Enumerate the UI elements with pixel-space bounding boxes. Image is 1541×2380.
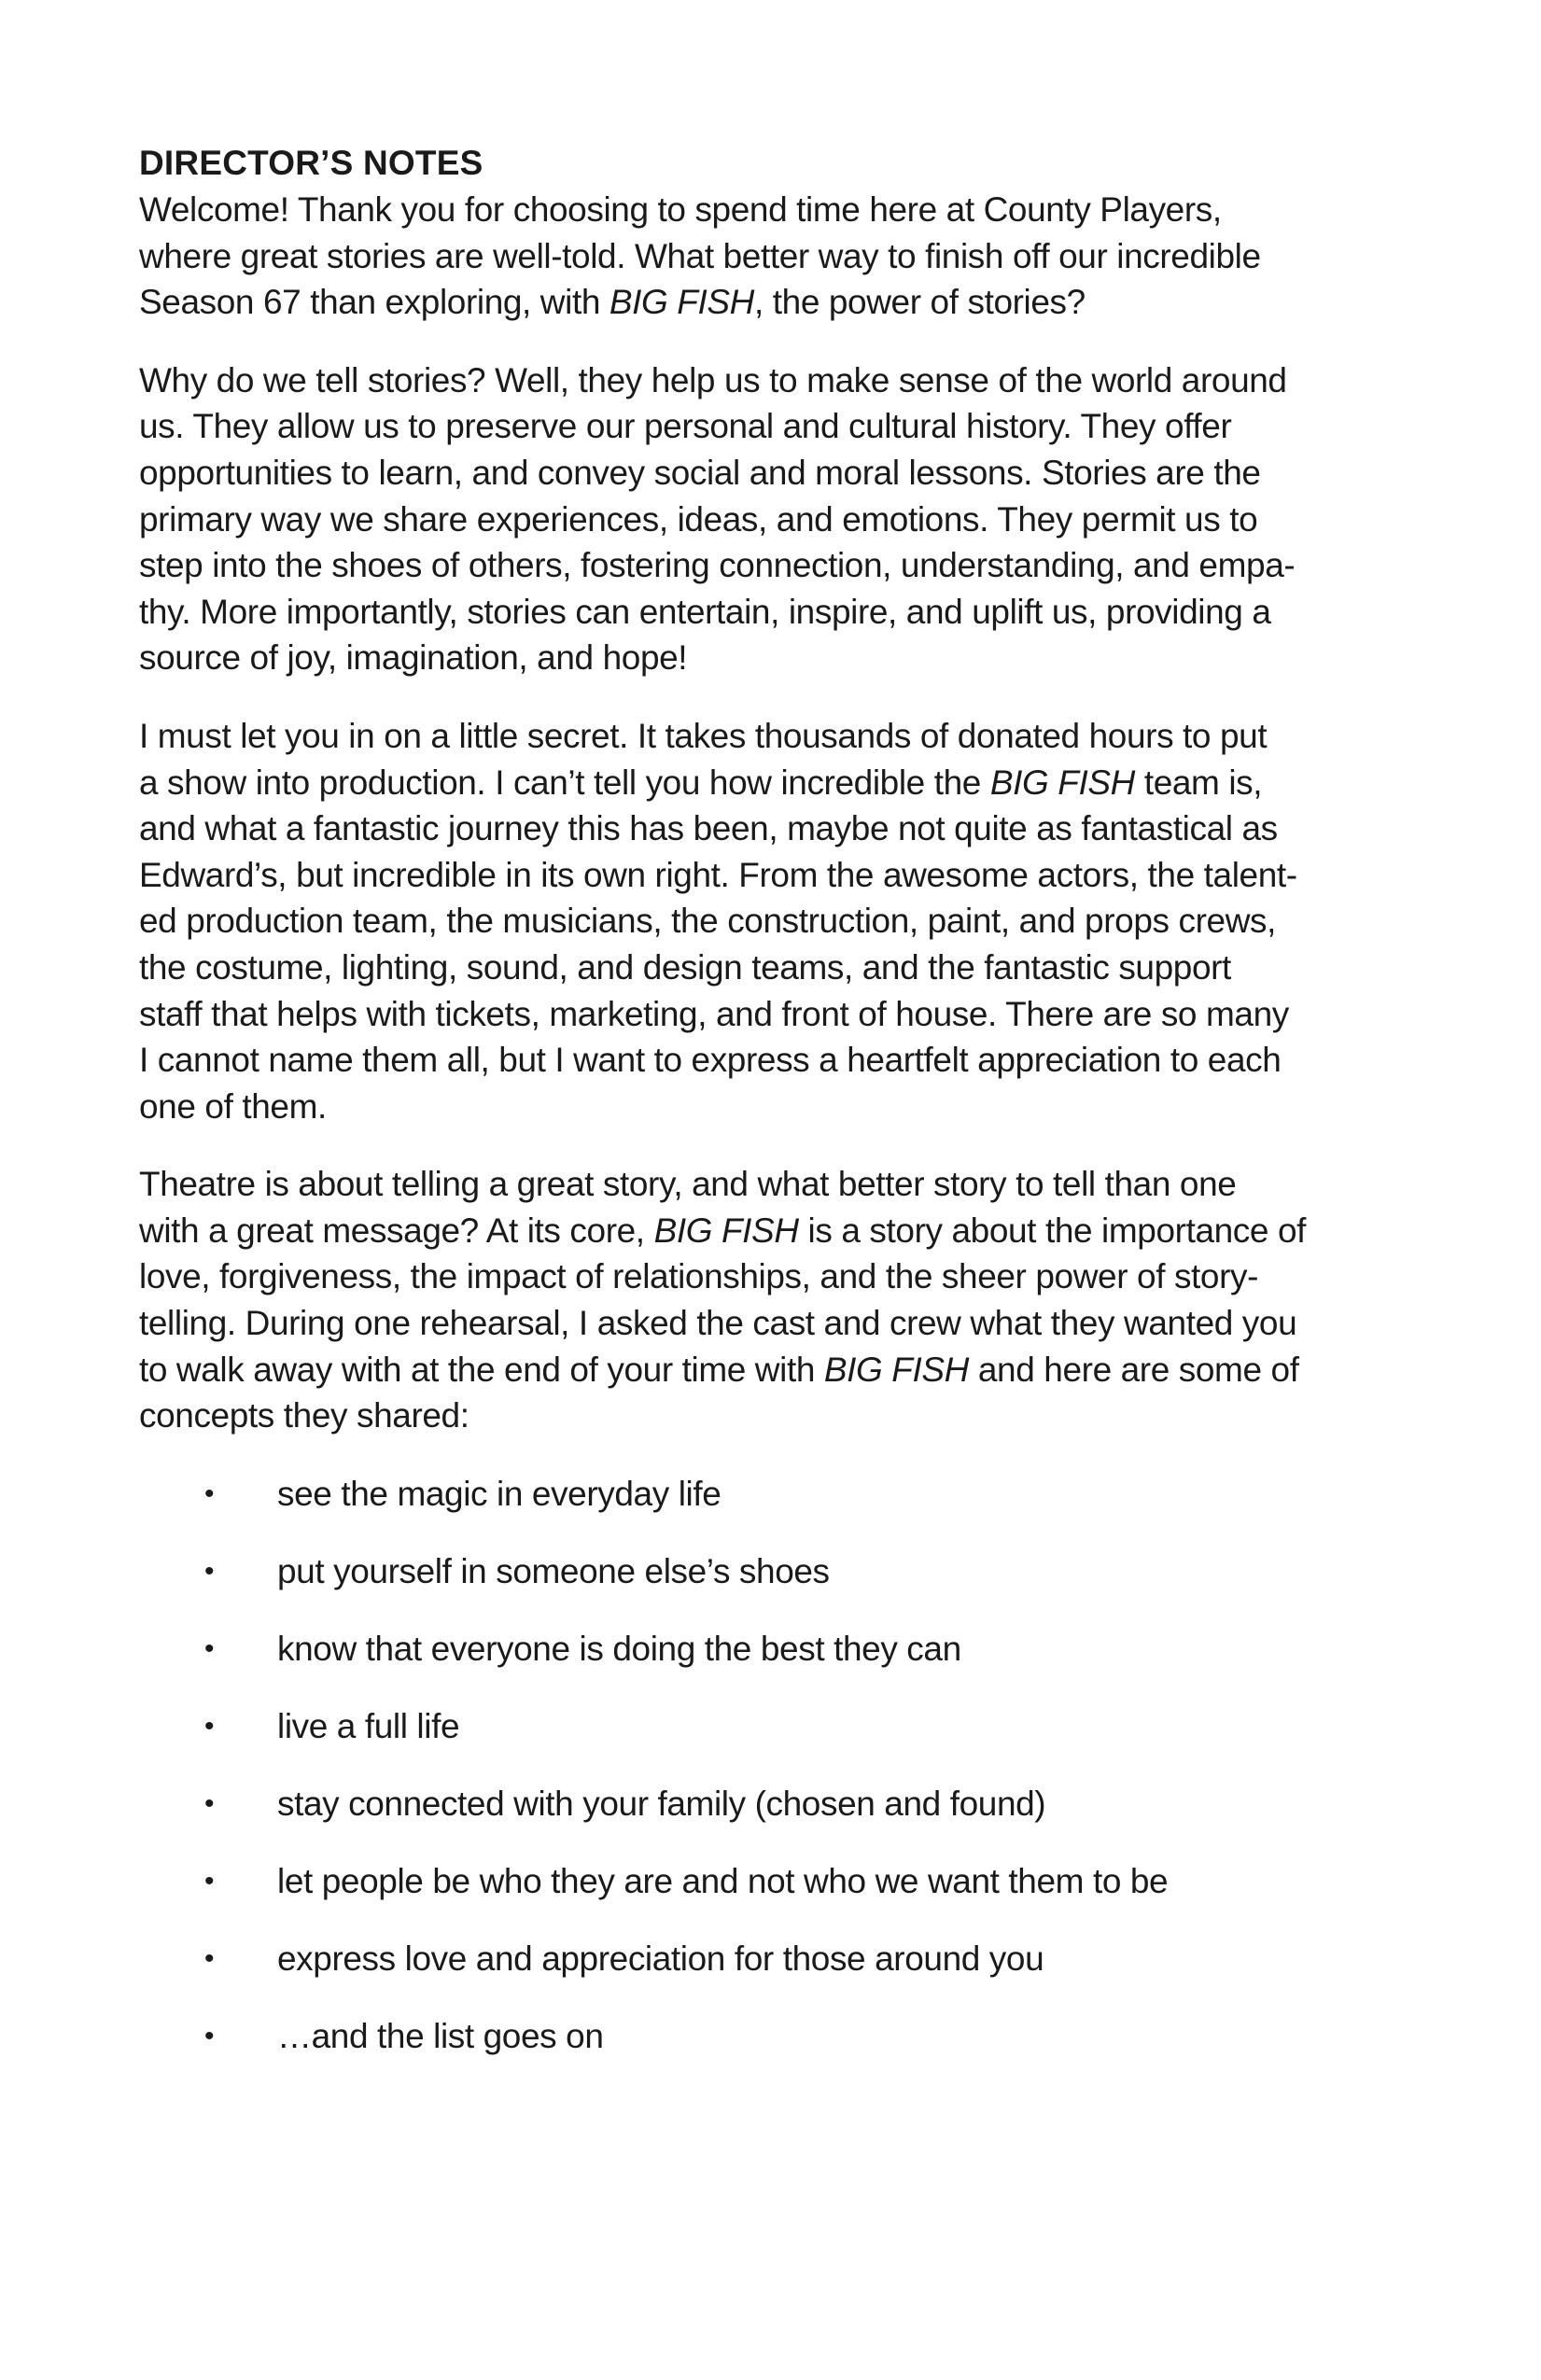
show-title: BIG FISH [989,763,1135,802]
text-line [139,898,1380,945]
paragraph [139,187,1380,326]
list-item [139,1626,1380,1673]
bullet-icon: • [204,1942,215,1974]
text-line [139,945,1380,991]
text-line [139,1208,1380,1254]
text-segment: Welcome! Thank you for choosing to spend time here at County Players, [139,190,1222,229]
list-item-text: know that everyone is doing the best they can [277,1629,961,1668]
text-segment: and here are some of [969,1350,1299,1389]
text-line [139,852,1380,899]
text-line [139,542,1380,589]
text-line [139,357,1380,404]
bullet-icon: • [204,1632,215,1664]
text-line [139,450,1380,497]
bullet-icon: • [204,1555,215,1587]
text-segment: primary way we share experiences, ideas, and emotions. They permit us to [139,499,1258,539]
text-segment: , the power of stories? [754,283,1086,322]
text-line [139,1037,1380,1084]
text-line [139,713,1380,760]
body-paragraphs [139,187,1380,1439]
text-segment: Season 67 than exploring, with [139,283,609,322]
list-item-text: let people be who they are and not who we want them to be [277,1861,1169,1900]
bullet-icon: • [204,2020,215,2051]
text-line [139,805,1380,852]
bullet-icon: • [204,1865,215,1897]
list-item [139,1858,1380,1905]
list-item [139,1936,1380,1982]
list-item-text: put yourself in someone else’s shoes [277,1551,830,1590]
list-item-text: live a full life [277,1706,460,1745]
list-item-text: …and the list goes on [277,2016,604,2055]
text-segment: ed production team, the musicians, the construction, paint, and props crews, [139,902,1276,941]
text-segment: and what a fantastic journey this has been, maybe not quite as fantastical as [139,809,1278,848]
text-segment: step into the shoes of others, fostering connection, understanding, and empa- [139,546,1296,585]
paragraph [139,1161,1380,1439]
text-segment: Why do we tell stories? Well, they help us to make sense of the world around [139,360,1287,399]
text-line [139,1393,1380,1439]
text-segment: telling. During one rehearsal, I asked the cast and crew what they wanted you [139,1304,1297,1343]
text-line [139,1084,1380,1130]
list-item [139,1703,1380,1750]
bullet-icon: • [204,1477,215,1509]
text-segment: a show into production. I can’t tell you how incredible the [139,763,990,802]
text-segment: where great stories are well-told. What better way to finish off our incredible [139,236,1261,275]
text-segment: love, forgiveness, the impact of relationships, and the sheer power of story- [139,1257,1259,1296]
text-segment: staff that helps with tickets, marketing, and front of house. There are so many [139,994,1289,1033]
text-line [139,403,1380,450]
list-item-text: express love and appreciation for those around you [277,1939,1044,1978]
list-item [139,1471,1380,1518]
text-line [139,991,1380,1038]
text-segment: is a story about the importance of [798,1211,1307,1250]
list-item-text: see the magic in everyday life [277,1474,721,1513]
bullet-icon: • [204,1710,215,1742]
directors-notes-page [139,140,1380,2091]
list-item [139,1781,1380,1827]
text-segment: thy. More importantly, stories can entertain, inspire, and uplift us, providing a [139,592,1271,631]
text-line [139,1347,1380,1393]
list-item-text: stay connected with your family (chosen and found) [277,1784,1046,1823]
show-title: BIG FISH [653,1211,799,1250]
show-title: BIG FISH [823,1350,969,1389]
text-segment: opportunities to learn, and convey social and moral lessons. Stories are the [139,453,1261,492]
text-line [139,635,1380,681]
text-line [139,1253,1380,1300]
text-line [139,497,1380,543]
text-segment: the costume, lighting, sound, and design teams, and the fantastic support [139,947,1231,987]
text-line [139,760,1380,806]
text-segment: source of joy, imagination, and hope! [139,638,688,678]
list-item [139,2013,1380,2060]
text-segment: team is, [1134,763,1263,802]
list-item [139,1548,1380,1595]
text-segment: I cannot name them all, but I want to express a heartfelt appreciation to each [139,1041,1282,1080]
show-title: BIG FISH [609,283,754,322]
text-segment: with a great message? At its core, [139,1211,654,1250]
text-segment: Theatre is about telling a great story, and what better story to tell than one [139,1165,1237,1204]
text-line [139,279,1380,326]
bullet-icon: • [204,1787,215,1819]
text-segment: to walk away with at the end of your time with [139,1350,824,1389]
text-line [139,589,1380,636]
text-line [139,1300,1380,1347]
page-heading: DIRECTOR’S NOTES [139,144,483,182]
concepts-list [139,1471,1380,2060]
text-line [139,187,1380,233]
text-segment: concepts they shared: [139,1396,469,1435]
paragraph [139,713,1380,1129]
text-line [139,1161,1380,1208]
paragraph [139,357,1380,681]
text-segment: Edward’s, but incredible in its own right. From the awesome actors, the talent- [139,855,1297,894]
text-line [139,233,1380,280]
text-segment: I must let you in on a little secret. It takes thousands of donated hours to put [139,716,1268,755]
text-segment: one of them. [139,1086,327,1126]
text-segment: us. They allow us to preserve our personal and cultural history. They offer [139,407,1232,446]
